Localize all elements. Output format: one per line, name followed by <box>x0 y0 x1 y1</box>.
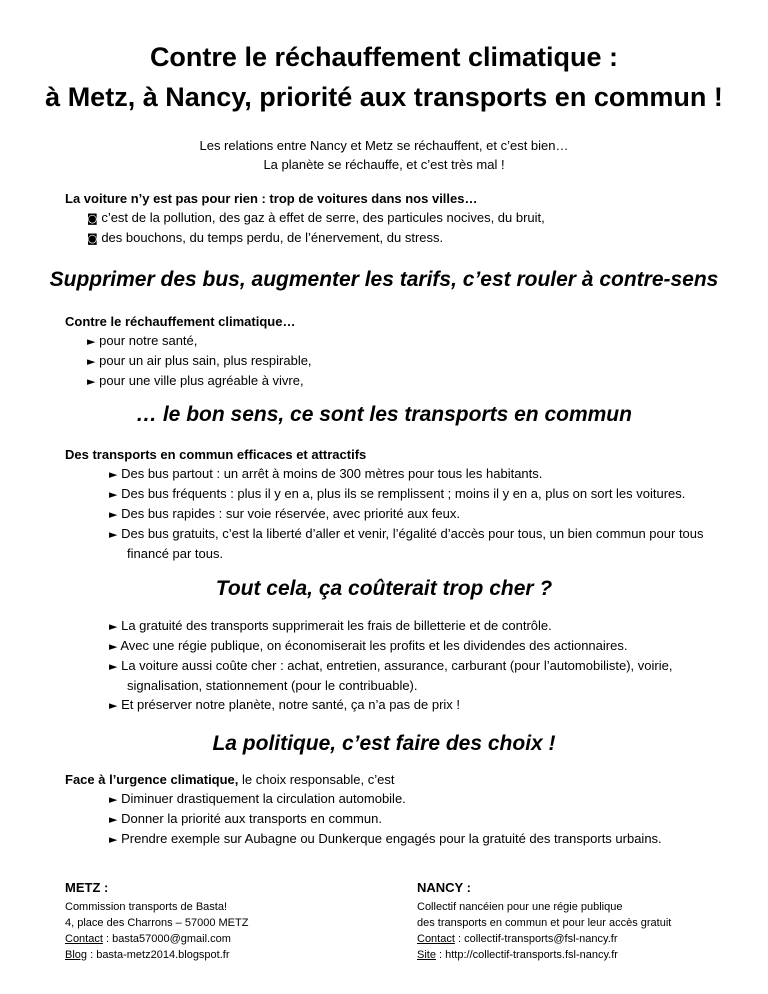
title-line-2: à Metz, à Nancy, priorité aux transports en commun ! <box>45 82 723 112</box>
metz-line-1: Commission transports de Basta! <box>65 901 228 913</box>
section-choices <box>65 770 715 849</box>
square-bullet-icon: ◙ <box>87 212 98 225</box>
list-item: ► Donner la priorité aux transports en commun. <box>109 811 382 826</box>
heading-common-sense: … le bon sens, ce sont les transports en commun <box>136 403 632 426</box>
metz-contact: Contact : basta57000@gmail.com <box>65 933 231 945</box>
metz-heading: METZ : <box>65 880 109 895</box>
list-item: ► Prendre exemple sur Aubagne ou Dunkerque engagés pour la gratuité des transports urbains. <box>109 831 662 846</box>
list-item: ► La voiture aussi coûte cher : achat, entretien, assurance, carburant (pour l’automobiliste), voirie, signalisation, stationnement (pour le contribuable). <box>109 658 673 693</box>
nancy-site-link[interactable]: Site <box>417 949 436 961</box>
arrow-bullet-icon: ► <box>109 640 118 653</box>
arrow-bullet-icon: ► <box>109 508 118 521</box>
arrow-bullet-icon: ► <box>87 355 96 368</box>
heading-politics: La politique, c’est faire des choix ! <box>212 732 556 755</box>
nancy-contact-link[interactable]: Contact <box>417 933 455 945</box>
nancy-heading: NANCY : <box>417 880 471 895</box>
list-item: ► pour une ville plus agréable à vivre, <box>87 373 304 388</box>
page-title <box>0 37 768 117</box>
heading-too-expensive: Tout cela, ça coûterait trop cher ? <box>215 577 553 600</box>
arrow-bullet-icon: ► <box>109 833 118 846</box>
metz-blog: Blog : basta-metz2014.blogspot.fr <box>65 949 230 961</box>
list-item: ► Des bus fréquents : plus il y en a, plus ils se remplissent ; moins il y en a, plus on sort les voitures. <box>109 486 686 501</box>
nancy-line-1: Collectif nancéien pour une régie publique <box>417 901 623 913</box>
list-item: ◙ des bouchons, du temps perdu, de l’énervement, du stress. <box>87 230 444 245</box>
arrow-bullet-icon: ► <box>109 660 118 673</box>
intro <box>0 136 768 174</box>
nancy-line-2: des transports en commun et pour leur accès gratuit <box>417 917 672 929</box>
metz-contact-block <box>65 878 248 963</box>
list-item: ◙ c’est de la pollution, des gaz à effet de serre, des particules nocives, du bruit, <box>87 210 545 225</box>
square-bullet-icon: ◙ <box>87 232 98 245</box>
nancy-site: Site : http://collectif-transports.fsl-nancy.fr <box>417 949 618 961</box>
list-item: ► Et préserver notre planète, notre santé, ça n’a pas de prix ! <box>109 697 461 712</box>
nancy-contact: Contact : collectif-transports@fsl-nancy.fr <box>417 933 618 945</box>
heading-bus-cuts: Supprimer des bus, augmenter les tarifs, c’est rouler à contre-sens <box>49 268 719 291</box>
section-cars <box>65 189 715 248</box>
arrow-bullet-icon: ► <box>87 335 96 348</box>
arrow-bullet-icon: ► <box>109 488 118 501</box>
section-cost <box>65 616 715 715</box>
section-climate-lead: Contre le réchauffement climatique… <box>65 314 296 329</box>
list-item: ► pour notre santé, <box>87 333 198 348</box>
arrow-bullet-icon: ► <box>87 375 96 388</box>
list-item: ► La gratuité des transports supprimerait les frais de billetterie et de contrôle. <box>109 618 552 633</box>
arrow-bullet-icon: ► <box>109 699 118 712</box>
section-choices-lead: Face à l’urgence climatique, le choix responsable, c’est <box>65 772 395 787</box>
nancy-contact-block <box>417 878 671 963</box>
metz-contact-link[interactable]: Contact <box>65 933 103 945</box>
metz-line-2: 4, place des Charrons – 57000 METZ <box>65 917 249 929</box>
arrow-bullet-icon: ► <box>109 528 118 541</box>
arrow-bullet-icon: ► <box>109 620 118 633</box>
intro-line-1: Les relations entre Nancy et Metz se réchauffent, et c’est bien… <box>199 138 569 153</box>
arrow-bullet-icon: ► <box>109 793 118 806</box>
arrow-bullet-icon: ► <box>109 468 118 481</box>
section-transport <box>65 445 715 563</box>
list-item: ► Avec une régie publique, on économiserait les profits et les dividendes des actionnaires. <box>109 638 628 653</box>
list-item: ► Diminuer drastiquement la circulation automobile. <box>109 791 406 806</box>
arrow-bullet-icon: ► <box>109 813 118 826</box>
metz-blog-link[interactable]: Blog <box>65 949 88 961</box>
section-transport-lead: Des transports en commun efficaces et attractifs <box>65 447 367 462</box>
list-item: ► Des bus rapides : sur voie réservée, avec priorité aux feux. <box>109 506 460 521</box>
list-item: ► Des bus gratuits, c’est la liberté d’aller et venir, l’égalité d’accès pour tous, un bien commun pour tous financé par tous. <box>109 526 704 561</box>
section-cars-lead: La voiture n’y est pas pour rien : trop de voitures dans nos villes… <box>65 191 478 206</box>
intro-line-2: La planète se réchauffe, et c’est très mal ! <box>263 157 505 172</box>
list-item: ► pour un air plus sain, plus respirable, <box>87 353 312 368</box>
list-item: ► Des bus partout : un arrêt à moins de 300 mètres pour tous les habitants. <box>109 466 543 481</box>
section-climate <box>65 312 715 391</box>
title-line-1: Contre le réchauffement climatique : <box>149 42 619 72</box>
